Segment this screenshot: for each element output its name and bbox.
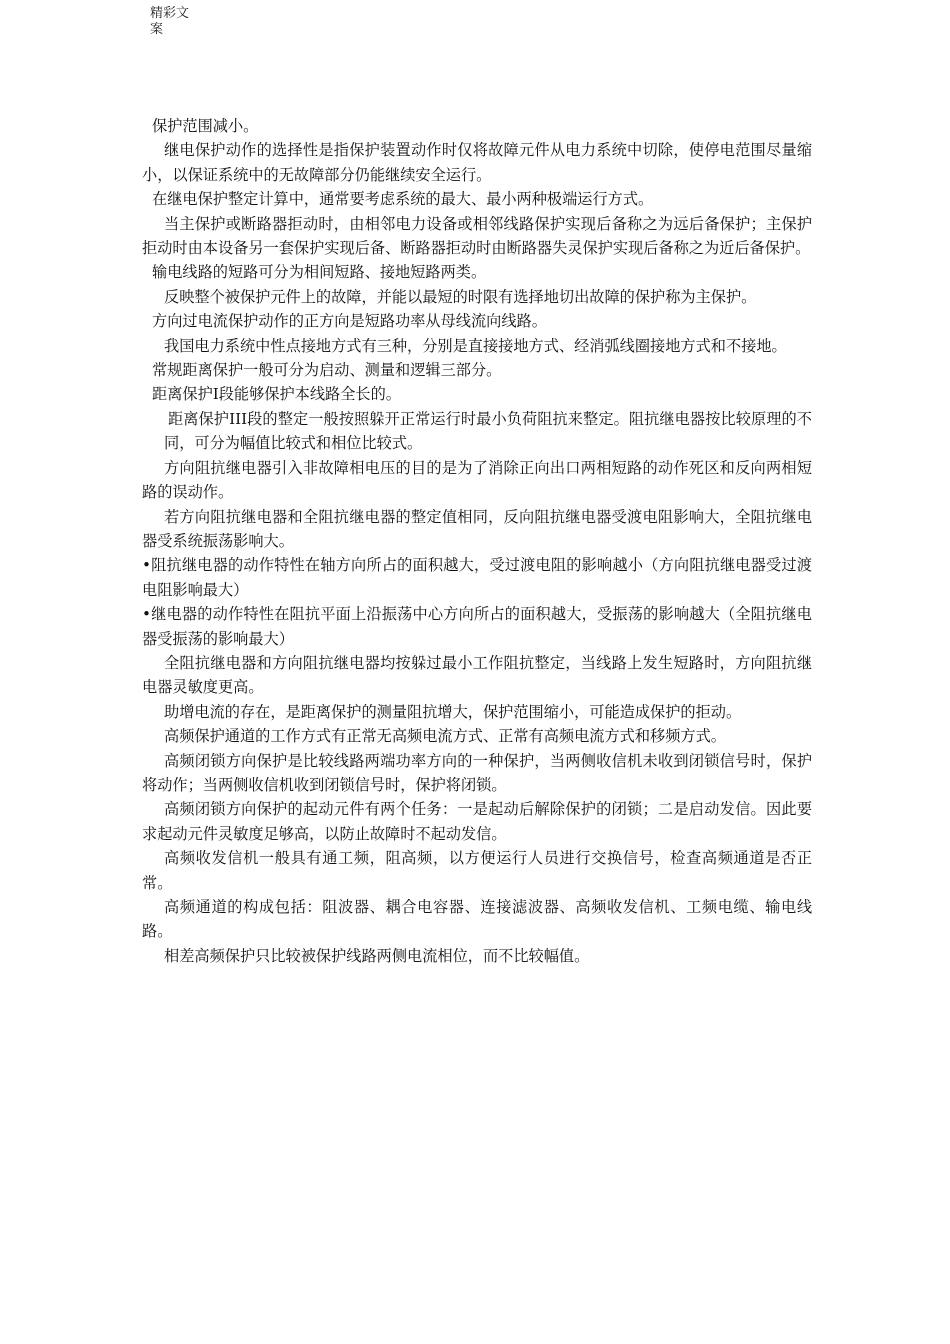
bullet-oscillation: •继电器的动作特性在阻抗平面上沿振荡中心方向所占的面积越大，受振荡的影响越大（全阻抗继电器受振荡的影响最大） <box>142 605 812 648</box>
paragraph-operating-modes: 在继电保护整定计算中，通常要考虑系统的最大、最小两种极端运行方式。 <box>152 190 654 209</box>
bullet-transition-resistance: •阻抗继电器的动作特性在轴方向所占的面积越大，受过渡电阻的影响越小（方向阻抗继电器受过渡电阻影响最大） <box>142 556 812 599</box>
paragraph-directional-overcurrent: 方向过电流保护动作的正方向是短路功率从母线流向线路。 <box>152 312 547 331</box>
page-header-label: 精彩文案 <box>150 6 190 37</box>
paragraph-short-circuit-types: 输电线路的短路可分为相间短路、接地短路两类。 <box>152 263 487 282</box>
paragraph-impedance-comparison: 若方向阻抗继电器和全阻抗继电器的整定值相同，反向阻抗继电器受渡电阻影响大，全阻抗继电器受系统振荡影响大。 <box>142 507 812 550</box>
paragraph-selectivity: 继电保护动作的选择性是指保护装置动作时仅将故障元件从电力系统中切除，使停电范围尽量缩小，以保证系统中的无故障部分仍能继续安全运行。 <box>142 141 812 184</box>
paragraph-hf-transceiver: 高频收发信机一般具有通工频，阻高频，以方便运行人员进行交换信号，检查高频通道是否正常。 <box>142 849 812 892</box>
paragraph-protection-range: 保护范围减小。 <box>152 117 259 135</box>
paragraph-infeed-current: 助增电流的存在，是距离保护的测量阻抗增大，保护范围缩小，可能造成保护的拒动。 <box>164 702 742 721</box>
paragraph-sensitivity: 全阻抗继电器和方向阻抗继电器均按躲过最小工作阻抗整定，当线路上发生短路时，方向阻抗继电器灵敏度更高。 <box>142 653 812 697</box>
paragraph-hf-channel-modes: 高频保护通道的工作方式有正常无高频电流方式、正常有高频电流方式和移频方式。 <box>164 727 726 746</box>
paragraph-backup-protection: 当主保护或断路器拒动时，由相邻电力设备或相邻线路保护实现后备称之为远后备保护；主保护拒动时由本设备另一套保护实现后备、断路器拒动时由断路器失灵保护实现后备称之为近后备保护。 <box>142 214 812 258</box>
document-body <box>142 114 812 968</box>
paragraph-phase-comparison: 相差高频保护只比较被保护线路两侧电流相位，而不比较幅值。 <box>164 946 590 965</box>
paragraph-hf-blocking-principle: 高频闭锁方向保护是比较线路两端功率方向的一种保护，当两侧收信机未收到闭锁信号时，保护将动作；当两侧收信机收到闭锁信号时，保护将闭锁。 <box>142 751 812 794</box>
paragraph-distance-zone-one: 距离保护I段能够保护本线路全长的。 <box>152 385 401 404</box>
paragraph-main-protection: 反映整个被保护元件上的故障，并能以最短的时限有选择地切出故障的保护称为主保护。 <box>164 287 757 306</box>
paragraph-hf-channel-components: 高频通道的构成包括：阻波器、耦合电容器、连接滤波器、高频收发信机、工频电缆、输电线路。 <box>142 898 812 941</box>
paragraph-hf-start-element: 高频闭锁方向保护的起动元件有两个任务：一是起动后解除保护的闭锁；二是启动发信。因此要求起动元件灵敏度足够高，以防止故障时不起动发信。 <box>142 800 812 843</box>
paragraph-neutral-grounding: 我国电力系统中性点接地方式有三种，分别是直接接地方式、经消弧线圈接地方式和不接地。 <box>164 336 787 355</box>
paragraph-non-fault-phase-voltage: 方向阻抗继电器引入非故障相电压的目的是为了消除正向出口两相短路的动作死区和反向两相短路的误动作。 <box>142 458 812 502</box>
paragraph-distance-zone-three: 距离保护III段的整定一般按照躲开正常运行时最小负荷阻抗来整定。阻抗继电器按比较原理的不同，可分为幅值比较式和相位比较式。 <box>164 409 812 453</box>
paragraph-distance-protection-parts: 常规距离保护一般可分为启动、测量和逻辑三部分。 <box>152 361 502 380</box>
